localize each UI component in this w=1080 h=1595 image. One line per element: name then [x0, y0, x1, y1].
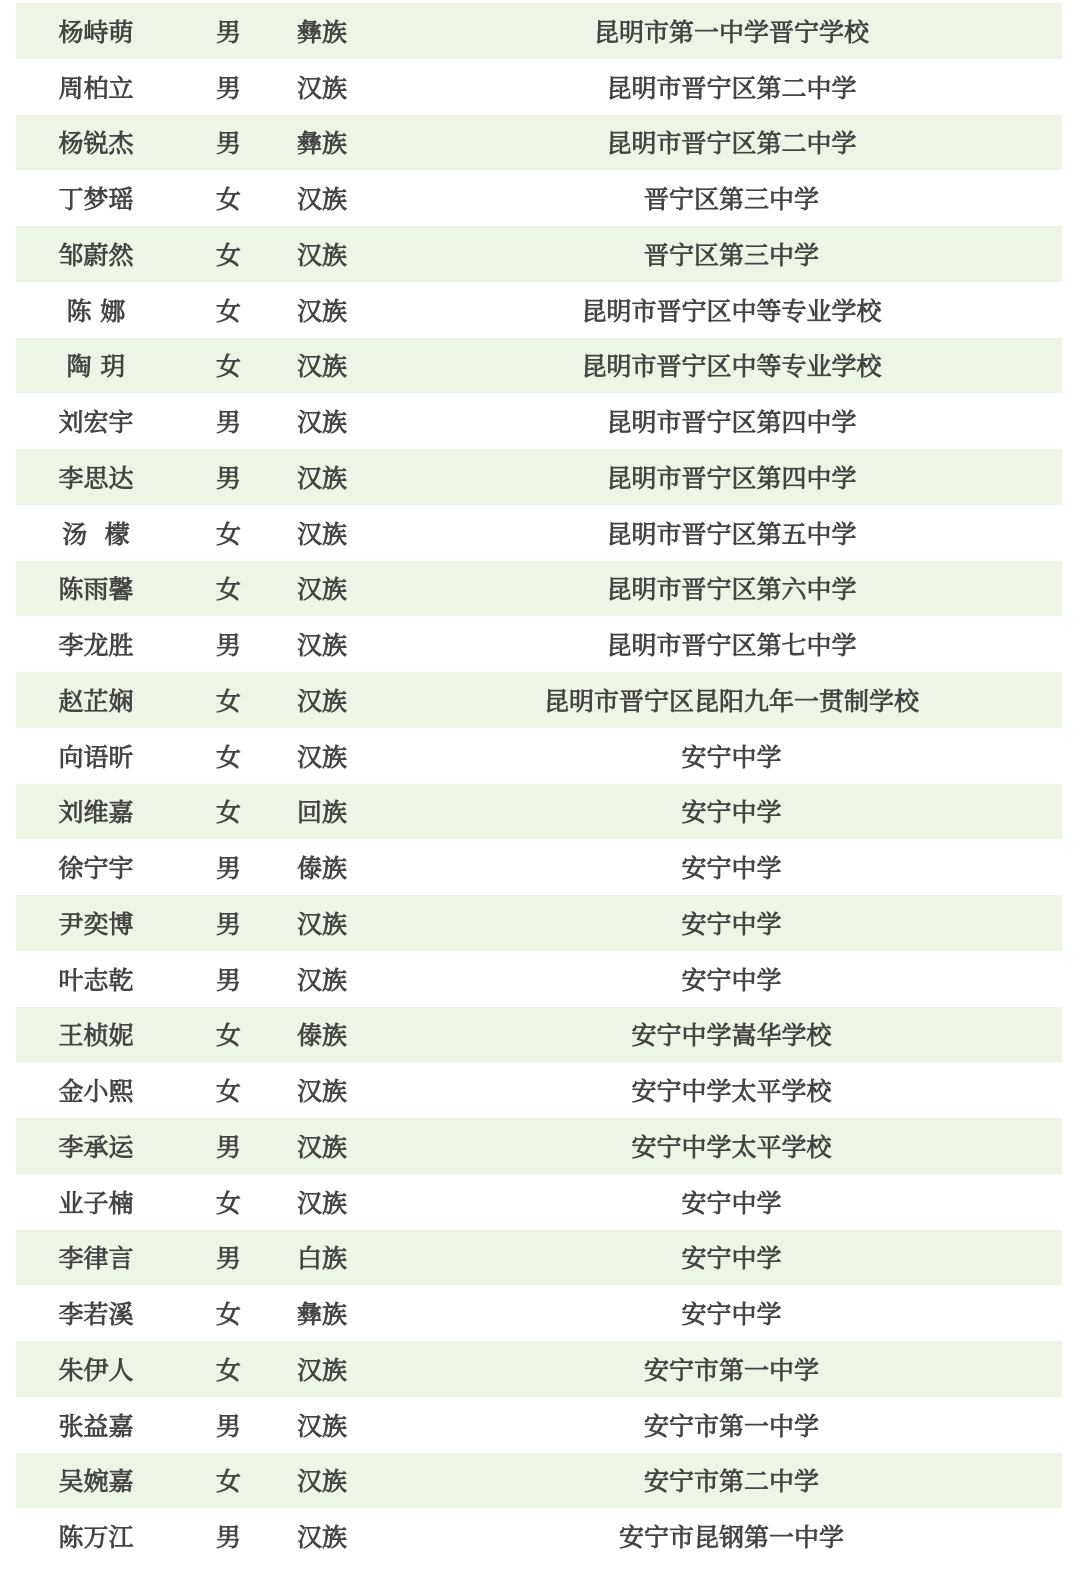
- table-row: [16, 505, 1062, 561]
- name-cell: 朱伊人: [58, 1355, 134, 1385]
- table-row: [16, 1230, 1062, 1286]
- table-row: [16, 951, 1062, 1007]
- school-cell: 安宁市第一中学: [643, 1355, 819, 1385]
- school-cell: 昆明市晋宁区第五中学: [606, 519, 857, 549]
- table-row: [16, 1285, 1062, 1341]
- ethnicity-cell: 汉族: [297, 463, 348, 493]
- school-cell: 昆明市晋宁区昆阳九年一贯制学校: [543, 686, 919, 716]
- name-cell: 金小熙: [58, 1077, 134, 1107]
- name-cell: 陈万江: [58, 1523, 134, 1553]
- gender-cell: 男: [215, 1244, 241, 1274]
- school-cell: 安宁中学: [681, 742, 782, 772]
- ethnicity-cell: 汉族: [297, 909, 348, 939]
- gender-cell: 女: [215, 742, 241, 772]
- gender-cell: 男: [215, 408, 241, 438]
- gender-cell: 女: [215, 352, 241, 382]
- name-cell: 王桢妮: [58, 1021, 134, 1051]
- table-row: [16, 282, 1062, 338]
- name-cell: 刘宏宇: [58, 408, 134, 438]
- school-cell: 安宁市第一中学: [643, 1411, 819, 1441]
- gender-cell: 女: [215, 519, 241, 549]
- gender-cell: 男: [215, 17, 241, 47]
- table-row: [16, 1062, 1062, 1118]
- name-cell: 李思达: [58, 463, 134, 493]
- name-cell: 赵芷娴: [58, 686, 134, 716]
- gender-cell: 女: [215, 1355, 241, 1385]
- table-row: [16, 3, 1062, 59]
- table-row: [16, 1174, 1062, 1230]
- table-row: [16, 1508, 1062, 1564]
- ethnicity-cell: 汉族: [297, 1355, 348, 1385]
- gender-cell: 男: [215, 463, 241, 493]
- gender-cell: 女: [215, 1467, 241, 1497]
- ethnicity-cell: 汉族: [297, 1411, 348, 1441]
- ethnicity-cell: 汉族: [297, 519, 348, 549]
- name-cell: 周柏立: [58, 73, 134, 103]
- name-cell: 吴婉嘉: [58, 1467, 134, 1497]
- name-cell: 李若溪: [58, 1300, 134, 1330]
- gender-cell: 女: [215, 185, 241, 215]
- school-cell: 昆明市晋宁区第七中学: [606, 631, 857, 661]
- gender-cell: 男: [215, 909, 241, 939]
- gender-cell: 男: [215, 129, 241, 159]
- table-row: [16, 338, 1062, 394]
- ethnicity-cell: 白族: [297, 1244, 348, 1274]
- ethnicity-cell: 汉族: [297, 1077, 348, 1107]
- gender-cell: 女: [215, 686, 241, 716]
- school-cell: 安宁市第二中学: [643, 1467, 819, 1497]
- ethnicity-cell: 彝族: [297, 129, 348, 159]
- name-cell: 叶志乾: [58, 965, 134, 995]
- ethnicity-cell: 汉族: [297, 1467, 348, 1497]
- gender-cell: 男: [215, 1132, 241, 1162]
- school-cell: 安宁中学: [681, 909, 782, 939]
- gender-cell: 女: [215, 1021, 241, 1051]
- school-cell: 安宁中学太平学校: [631, 1132, 832, 1162]
- name-cell: 李律言: [58, 1244, 134, 1274]
- school-cell: 安宁中学嵩华学校: [631, 1021, 832, 1051]
- ethnicity-cell: 汉族: [297, 1188, 348, 1218]
- name-cell: 丁梦瑶: [58, 185, 134, 215]
- school-cell: 晋宁区第三中学: [643, 240, 819, 270]
- name-cell: 刘维嘉: [58, 798, 134, 828]
- gender-cell: 女: [215, 240, 241, 270]
- ethnicity-cell: 傣族: [297, 854, 348, 884]
- school-cell: 昆明市晋宁区第二中学: [606, 129, 857, 159]
- ethnicity-cell: 彝族: [297, 1300, 348, 1330]
- school-cell: 昆明市晋宁区第二中学: [606, 73, 857, 103]
- gender-cell: 女: [215, 575, 241, 605]
- school-cell: 昆明市晋宁区中等专业学校: [581, 296, 882, 326]
- name-cell: 向语昕: [58, 742, 134, 772]
- name-cell: 业子楠: [58, 1188, 134, 1218]
- table-row: [16, 170, 1062, 226]
- name-cell: 杨峙萌: [58, 17, 134, 47]
- school-cell: 安宁中学: [681, 798, 782, 828]
- ethnicity-cell: 汉族: [297, 965, 348, 995]
- gender-cell: 女: [215, 798, 241, 828]
- school-cell: 昆明市第一中学晋宁学校: [593, 17, 869, 47]
- table-row: [16, 1341, 1062, 1397]
- table-row: [16, 59, 1062, 115]
- table-row: [16, 561, 1062, 617]
- gender-cell: 女: [215, 1077, 241, 1107]
- ethnicity-cell: 汉族: [297, 686, 348, 716]
- gender-cell: 男: [215, 1411, 241, 1441]
- ethnicity-cell: 彝族: [297, 17, 348, 47]
- ethnicity-cell: 汉族: [297, 1523, 348, 1553]
- name-cell: 尹奕博: [58, 909, 134, 939]
- school-cell: 安宁中学: [681, 1300, 782, 1330]
- table-row: [16, 1397, 1062, 1453]
- gender-cell: 男: [215, 1523, 241, 1553]
- school-cell: 昆明市晋宁区第四中学: [606, 408, 857, 438]
- name-cell: 李龙胜: [58, 631, 134, 661]
- gender-cell: 女: [215, 296, 241, 326]
- school-cell: 安宁市昆钢第一中学: [618, 1523, 844, 1553]
- name-cell: 李承运: [58, 1132, 134, 1162]
- gender-cell: 男: [215, 965, 241, 995]
- school-cell: 昆明市晋宁区第六中学: [606, 575, 857, 605]
- ethnicity-cell: 汉族: [297, 73, 348, 103]
- school-cell: 安宁中学: [681, 1244, 782, 1274]
- gender-cell: 女: [215, 1188, 241, 1218]
- name-cell: 邹蔚然: [58, 240, 134, 270]
- table-row: [16, 1118, 1062, 1174]
- ethnicity-cell: 汉族: [297, 240, 348, 270]
- gender-cell: 女: [215, 1300, 241, 1330]
- ethnicity-cell: 回族: [297, 798, 348, 828]
- school-cell: 安宁中学太平学校: [631, 1077, 832, 1107]
- table-row: [16, 449, 1062, 505]
- school-cell: 昆明市晋宁区第四中学: [606, 463, 857, 493]
- ethnicity-cell: 汉族: [297, 185, 348, 215]
- table-row: [16, 393, 1062, 449]
- table-row: [16, 115, 1062, 171]
- table-row: [16, 895, 1062, 951]
- ethnicity-cell: 汉族: [297, 1132, 348, 1162]
- name-cell: 陶 玥: [66, 352, 126, 382]
- ethnicity-cell: 傣族: [297, 1021, 348, 1051]
- school-cell: 安宁中学: [681, 854, 782, 884]
- table-row: [16, 616, 1062, 672]
- name-cell: 徐宁宇: [58, 854, 134, 884]
- student-table: [16, 3, 1062, 1564]
- school-cell: 昆明市晋宁区中等专业学校: [581, 352, 882, 382]
- name-cell: 张益嘉: [58, 1411, 134, 1441]
- ethnicity-cell: 汉族: [297, 352, 348, 382]
- school-cell: 安宁中学: [681, 965, 782, 995]
- school-cell: 安宁中学: [681, 1188, 782, 1218]
- name-cell: 陈雨馨: [58, 575, 134, 605]
- name-cell: 汤 檬: [62, 519, 130, 549]
- table-row: [16, 226, 1062, 282]
- table-row: [16, 1453, 1062, 1509]
- gender-cell: 男: [215, 73, 241, 103]
- gender-cell: 男: [215, 854, 241, 884]
- ethnicity-cell: 汉族: [297, 631, 348, 661]
- ethnicity-cell: 汉族: [297, 575, 348, 605]
- table-row: [16, 728, 1062, 784]
- ethnicity-cell: 汉族: [297, 296, 348, 326]
- name-cell: 陈 娜: [66, 296, 126, 326]
- table-row: [16, 784, 1062, 840]
- school-cell: 晋宁区第三中学: [643, 185, 819, 215]
- ethnicity-cell: 汉族: [297, 408, 348, 438]
- table-row: [16, 1007, 1062, 1063]
- table-row: [16, 672, 1062, 728]
- gender-cell: 男: [215, 631, 241, 661]
- table-row: [16, 839, 1062, 895]
- name-cell: 杨锐杰: [58, 129, 134, 159]
- ethnicity-cell: 汉族: [297, 742, 348, 772]
